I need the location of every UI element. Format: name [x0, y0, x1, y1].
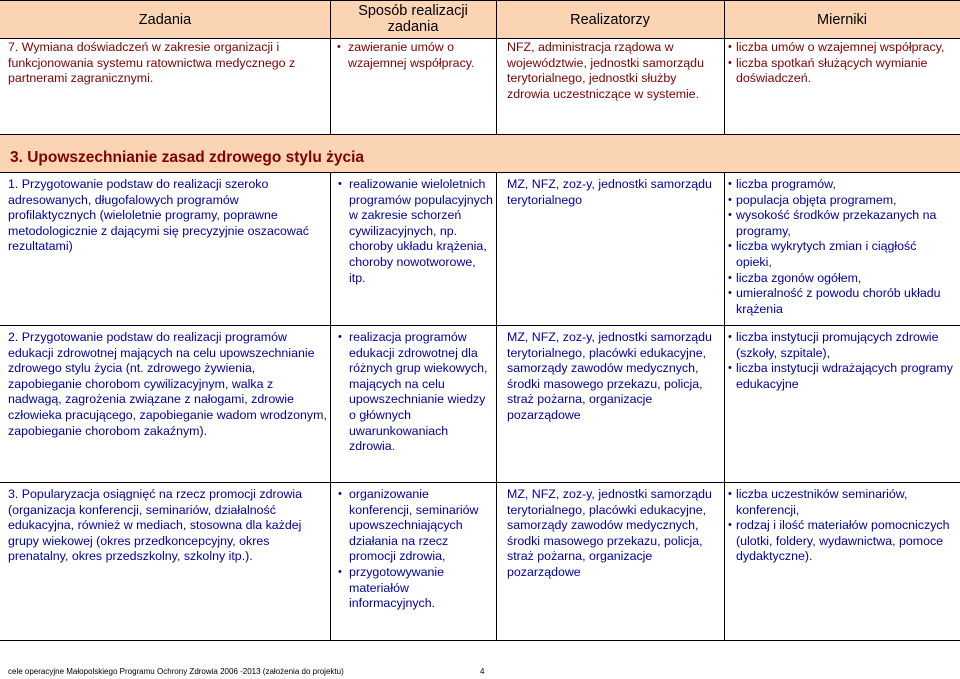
grid-hline — [0, 640, 960, 641]
list-item: • realizowanie wieloletnich programów populacyjnych w zakresie schorzeń cywilizacyjnych, np. choroby układu krążenia, choroby nowotworowe, itp. — [337, 177, 495, 286]
header-mierniki: Mierniki — [817, 12, 867, 28]
row1-task: 1. Przygotowanie podstaw do realizacji szeroko adresowanych, długofalowych programów profilaktycznych (wieloletnie programy, poprawne metodologicznie z dającymi się precyzyjnie oszacować rezultatami) — [8, 177, 309, 254]
grid-hline — [0, 134, 960, 135]
list-item: • przygotowywanie materiałów informacyjnych. — [337, 565, 495, 612]
header-zadania: Zadania — [138, 12, 192, 28]
grid-vline — [330, 172, 331, 640]
row7-implementers: NFZ, administracja rządowa w województwie, jednostki samorządu terytorialnego, jednostki służby zdrowia uczestniczące w systemie. — [507, 40, 704, 101]
list-item: • wysokość środków przekazanych na programy, — [728, 208, 954, 239]
grid-vline — [330, 0, 331, 134]
list-item: • zawieranie umów o wzajemnej współpracy. — [336, 40, 492, 71]
list-item: • liczba umów o wzajemnej współpracy, — [728, 40, 956, 56]
grid-hline — [0, 325, 960, 326]
list-item: • organizowanie konferencji, seminariów upowszechniających działania na rzecz promocji zdrowia, — [337, 487, 495, 565]
header-sposob-line2: zadania — [387, 19, 439, 35]
list-item: • liczba wykrytych zmian i ciągłość opieki, — [728, 239, 954, 270]
row2-implementers: MZ, NFZ, zoz-y, jednostki samorządu terytorialnego, placówki edukacyjne, samorządy zawodów medycznych, środki masowego przekazu, policja, straż pożarna, organizacje pozarządowe — [507, 330, 712, 422]
page-footer — [8, 667, 485, 677]
page-number: 4 — [480, 667, 485, 676]
grid-vline — [724, 0, 725, 134]
grid-vline — [496, 172, 497, 640]
footer-text: cele operacyjne Małopolskiego Programu Ochrony Zdrowia 2006 -2013 (założenia do projektu) — [8, 667, 344, 676]
list-item: • liczba uczestników seminariów, konferencji, — [728, 487, 954, 518]
list-item: • rodzaj i ilość materiałów pomocniczych (ulotki, foldery, wydawnictwa, pomoce dydaktyczne). — [728, 518, 954, 565]
grid-vline — [724, 172, 725, 640]
section-title: 3. Upowszechnianie zasad zdrowego stylu życia — [10, 149, 365, 166]
list-item: • liczba instytucji promujących zdrowie (szkoły, szpitale), — [728, 330, 954, 361]
list-item: • umieralność z powodu chorób układu krążenia — [728, 286, 954, 317]
header-realizatorzy: Realizatorzy — [570, 12, 650, 28]
row3-implementers: MZ, NFZ, zoz-y, jednostki samorządu terytorialnego, placówki edukacyjne, samorządy zawodów medycznych, środki masowego przekazu, policja, straż pożarna, organizacje pozarządowe — [507, 487, 712, 579]
row3-task: 3. Popularyzacja osiągnięć na rzecz promocji zdrowia (organizacja konferencji, seminariów, działalność edukacyjna, również w mediach, stosowna dla każdej grupy wiekowej (okres przedkoncepcyjny, okres prenatalny, okres przedszkolny, szkolny itp.). — [8, 487, 303, 564]
grid-vline — [496, 0, 497, 134]
row7-task: 7. Wymiana doświadczeń w zakresie organizacji i funkcjonowania systemu ratownictwa medycznego z partnerami zagranicznymi. — [8, 40, 296, 86]
list-item: • liczba programów, — [728, 177, 954, 193]
row1-implementers: MZ, NFZ, zoz-y, jednostki samorządu terytorialnego — [507, 177, 712, 207]
grid-hline — [0, 0, 960, 1]
grid-hline — [0, 482, 960, 483]
list-item: • liczba spotkań służących wymianie doświadczeń. — [728, 56, 956, 87]
list-item: • realizacja programów edukacji zdrowotnej dla różnych grup wiekowych, mających na celu upowszechnianie wiedzy o głównych uwarunkowaniach zdrowia. — [337, 330, 495, 455]
list-item: • liczba zgonów ogółem, — [728, 271, 954, 287]
row2-task: 2. Przygotowanie podstaw do realizacji programów edukacji zdrowotnej mających na celu upowszechnianie zdrowego stylu życia (nt. zdrowego żywienia, zapobieganie chorobom cywilizacyjnym, walka z nadwagą, zagrożenia związane z nałogami, zdrowie człowieka pracującego, zapobieganie wadom wrodzonym, zapobieganie chorobom zakaźnym). — [8, 330, 327, 438]
header-sposob-line1: Sposób realizacji — [358, 3, 468, 19]
list-item: • populacja objęta programem, — [728, 193, 954, 209]
grid-hline — [0, 38, 960, 39]
list-item: • liczba instytucji wdrażających programy edukacyjne — [728, 361, 954, 392]
grid-hline — [0, 172, 960, 173]
